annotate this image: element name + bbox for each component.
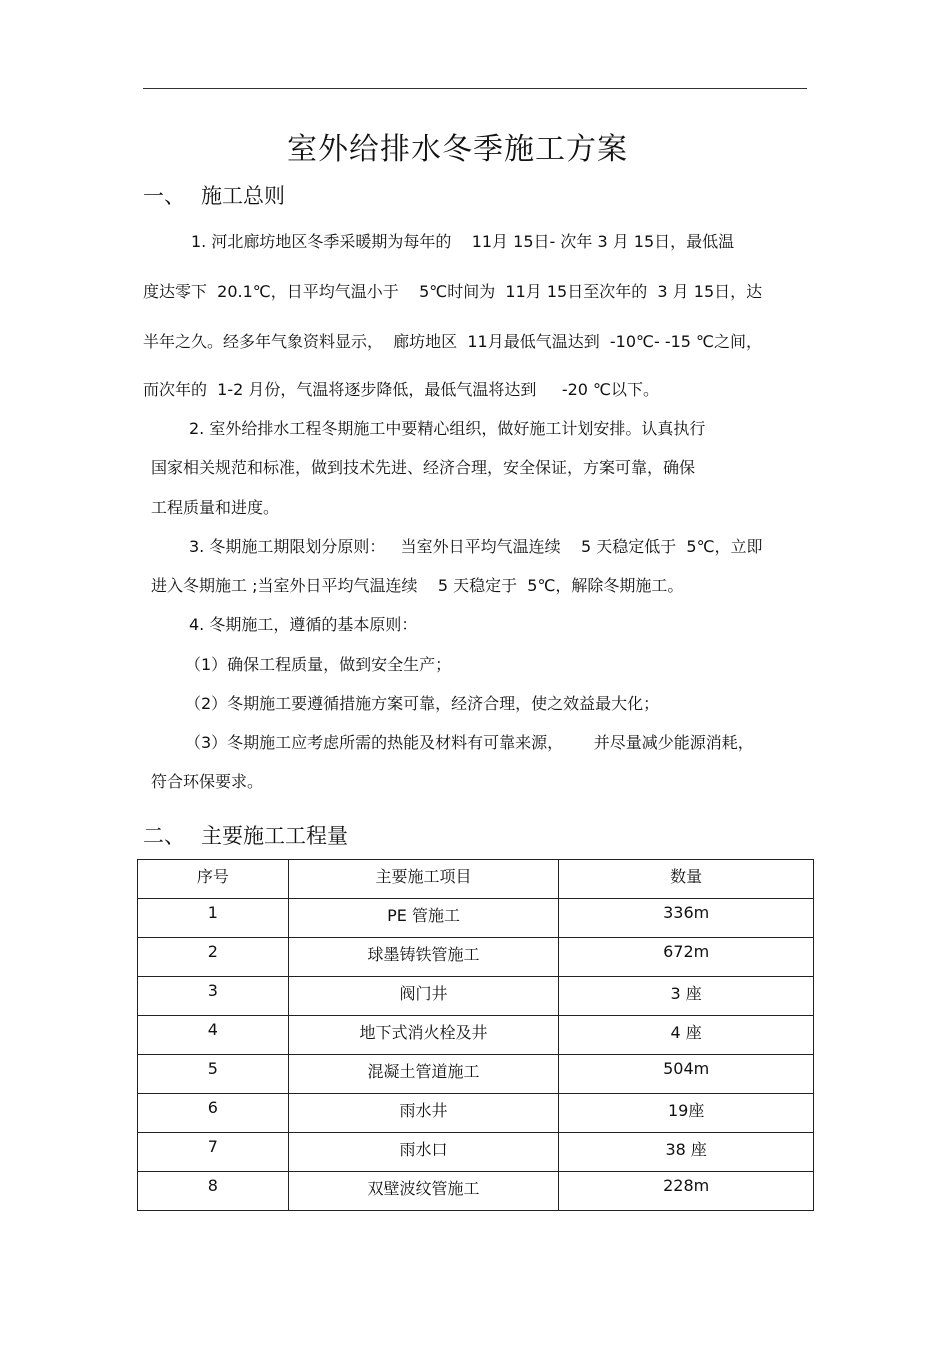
section-title: 主要施工工程量: [201, 824, 348, 848]
table-row: [138, 938, 814, 977]
table-cell: 228m: [559, 1172, 814, 1211]
paragraph-line: （2）冬期施工要遵循措施方案可靠，经济合理，使之效益最大化；: [185, 694, 660, 713]
table-cell: 阀门井: [288, 977, 559, 1016]
quantities-table: [137, 859, 814, 1211]
header-rule: [143, 88, 807, 89]
paragraph-line: 1. 河北廊坊地区冬季采暖期为每年的 11月 15日- 次年 3 月 15日，最低温: [191, 232, 735, 251]
table-cell: 2: [138, 938, 289, 977]
section-heading-1: [143, 180, 285, 210]
paragraph-line: 国家相关规范和标准，做到技术先进、经济合理，安全保证，方案可靠，确保: [151, 458, 696, 477]
table-header-row: [138, 860, 814, 899]
table-cell: 1: [138, 899, 289, 938]
table-row: [138, 899, 814, 938]
paragraph-line: （3）冬期施工应考虑所需的热能及材料有可靠来源， 并尽量减少能源消耗，: [185, 733, 754, 752]
table-cell: 地下式消火栓及井: [288, 1016, 559, 1055]
table-cell: 雨水口: [288, 1133, 559, 1172]
section-title: 施工总则: [201, 184, 285, 208]
table-cell: 4: [138, 1016, 289, 1055]
section-number: 一、: [143, 184, 185, 208]
table-cell: 672m: [559, 938, 814, 977]
table-row: [138, 1055, 814, 1094]
table-cell: 504m: [559, 1055, 814, 1094]
table-row: [138, 977, 814, 1016]
document-title: 室外给排水冬季施工方案: [287, 132, 628, 167]
paragraph-line: 2. 室外给排水工程冬期施工中要精心组织，做好施工计划安排。认真执行: [189, 419, 706, 438]
column-header: 序号: [138, 860, 289, 899]
table-cell: 19座: [559, 1094, 814, 1133]
table-cell: 3 座: [559, 977, 814, 1016]
paragraph-line: 进入冬期施工 ;当室外日平均气温连续 5 天稳定于 5℃，解除冬期施工。: [151, 576, 684, 595]
section-heading-2: [143, 820, 348, 850]
table-cell: 5: [138, 1055, 289, 1094]
table-cell: PE 管施工: [288, 899, 559, 938]
paragraph-line: 3. 冬期施工期限划分原则： 当室外日平均气温连续 5 天稳定低于 5℃，立即: [189, 537, 763, 556]
table-cell: 4 座: [559, 1016, 814, 1055]
column-header: 主要施工项目: [288, 860, 559, 899]
table-cell: 球墨铸铁管施工: [288, 938, 559, 977]
table-row: [138, 1172, 814, 1211]
table-cell: 双壁波纹管施工: [288, 1172, 559, 1211]
paragraph-line: 半年之久。经多年气象资料显示， 廊坊地区 11月最低气温达到 -10℃- -15 ℃之间，: [143, 332, 763, 351]
table-cell: 6: [138, 1094, 289, 1133]
table-cell: 7: [138, 1133, 289, 1172]
paragraph-line: 度达零下 20.1℃，日平均气温小于 5℃时间为 11月 15日至次年的 3 月 15日，达: [143, 282, 763, 301]
paragraph-line: 工程质量和进度。: [151, 498, 280, 517]
table-cell: 336m: [559, 899, 814, 938]
table-row: [138, 1133, 814, 1172]
column-header: 数量: [559, 860, 814, 899]
paragraph-line: 而次年的 1-2 月份，气温将逐步降低，最低气温将达到 -20 ℃以下。: [143, 380, 660, 399]
table-cell: 38 座: [559, 1133, 814, 1172]
paragraph-line: 符合环保要求。: [151, 772, 264, 791]
table-cell: 8: [138, 1172, 289, 1211]
table-cell: 混凝土管道施工: [288, 1055, 559, 1094]
paragraph-line: （1）确保工程质量，做到安全生产；: [185, 655, 452, 674]
table-cell: 3: [138, 977, 289, 1016]
table-cell: 雨水井: [288, 1094, 559, 1133]
paragraph-line: 4. 冬期施工，遵循的基本原则：: [189, 615, 418, 634]
section-number: 二、: [143, 824, 185, 848]
table-row: [138, 1016, 814, 1055]
table-row: [138, 1094, 814, 1133]
